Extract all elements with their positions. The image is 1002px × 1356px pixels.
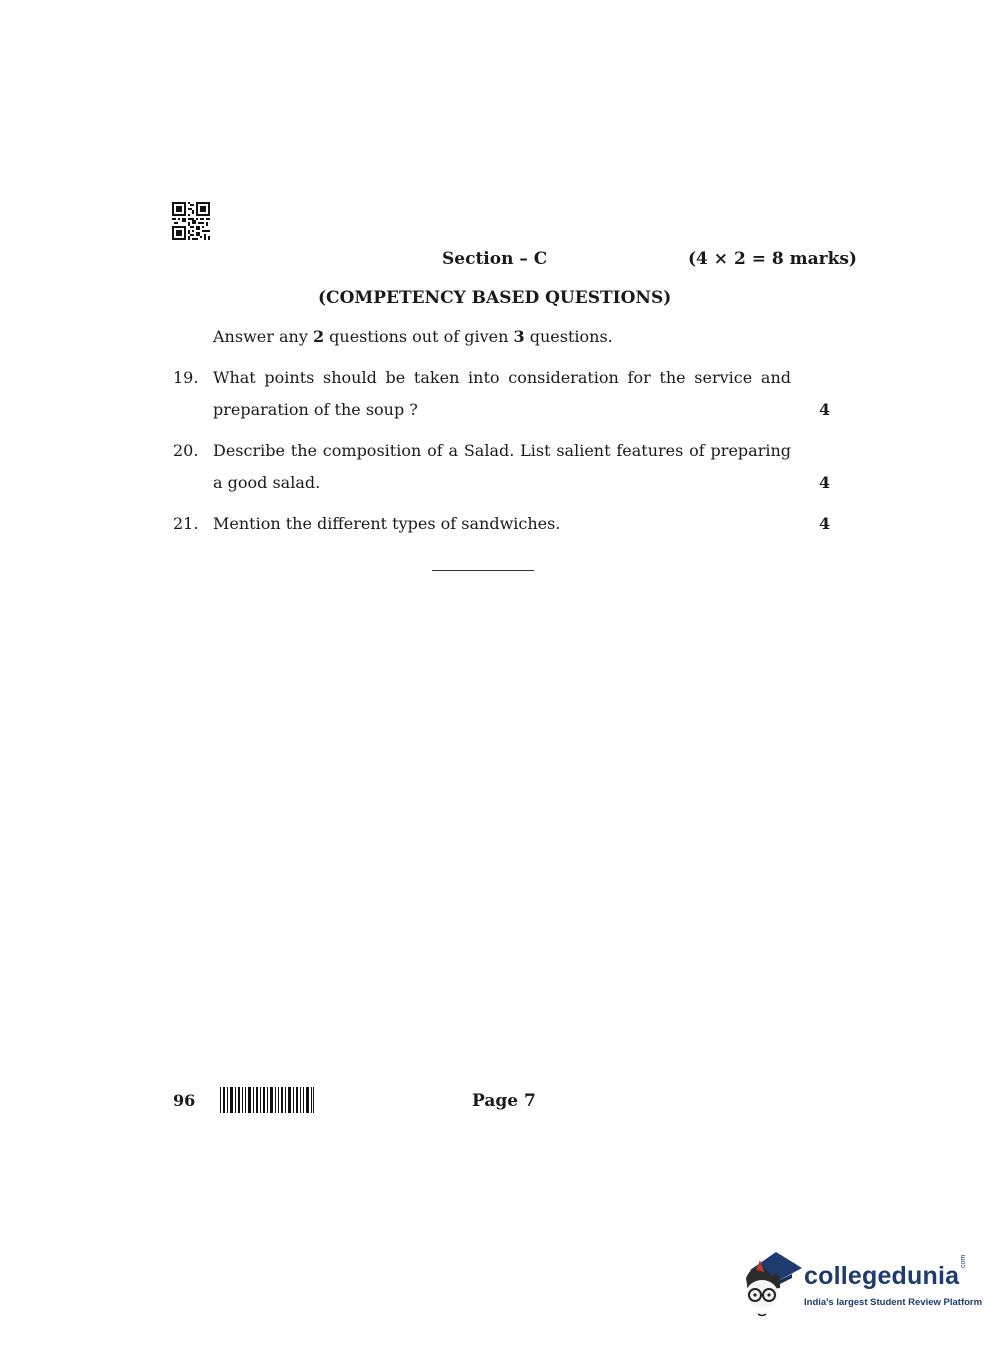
instruction-middle: questions out of given [324,327,514,346]
question-marks: 4 [819,400,831,419]
question-text: Describe the composition of a Salad. List salient features of preparing a good salad. [213,441,791,492]
instruction-count-answer: 2 [312,327,325,346]
instruction-count-total: 3 [513,327,525,346]
question-marks: 4 [819,514,831,533]
paper-code: 96 [173,1091,196,1110]
page-number: Page 7 [472,1091,536,1111]
logo-name: collegedunia [804,1262,960,1290]
end-divider [432,570,534,571]
question-number: 19. [173,368,199,387]
barcode-icon [220,1087,314,1113]
instruction [213,327,613,346]
instruction-suffix: questions. [524,327,613,346]
instruction-prefix: Answer any [213,327,313,346]
question-marks: 4 [819,473,831,492]
logo-domain: .com [960,1254,967,1270]
logo-tagline: India's largest Student Review Platform [804,1297,983,1308]
qr-code-icon [172,202,210,240]
question-number: 21. [173,514,199,533]
section-marks: (4 × 2 = 8 marks) [688,249,857,269]
collegedunia-mascot-icon [742,1248,804,1320]
question-number: 20. [173,441,199,460]
section-subtitle: (COMPETENCY BASED QUESTIONS) [318,288,672,308]
question-text: Mention the different types of sandwiches. [213,514,561,533]
question-text: What points should be taken into consideration for the service and preparation of the soup ? [213,368,791,419]
section-title: Section – C [442,249,548,269]
